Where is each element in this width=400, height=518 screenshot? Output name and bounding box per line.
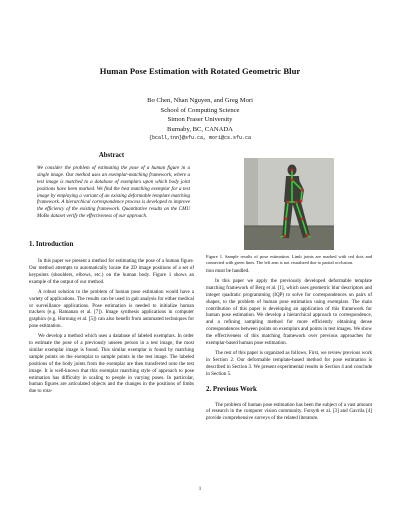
intro-paragraph-5: The rest of this paper is organized as follows. First, we review previous work in Section 2. Our deformable template-based method for pose estimation is described in Section 3. We present experimental results in Section 4 and conclude in Section 5. [206,349,372,377]
page-number: 1 [198,487,202,492]
left-column [29,153,194,395]
intro-paragraph-1: In this paper we present a method for estimating the pose of a human figure. Our method attempts to automatically locate the 2D image positions of a set of keypoints (shoulders, elbows, etc.) on the human body. Figure 1 shows an example of the output of our method. [29,258,194,285]
abstract-text: We consider the problem of estimating the pose of a human figure in a single image. Our method uses an exemplar-matching framework, where a test image is matched to a database of exemplars upon which body joint positions have been marked. We find the best matching exemplar for a test image by employing a variant of an existing deformable template matching framework. A hierarchical correspondence process is developed to improve the efficiency of the existing framework. Quantitative results on the CMU MoBo dataset verify the effectiveness of our approach. [37,164,190,220]
paper-title: Human Pose Estimation with Rotated Geometric Blur [99,66,301,76]
affiliation-line-3: Burnaby, BC, CANADA [167,125,233,133]
section-heading-previous-work: 2. Previous Work [206,385,257,393]
right-column [206,268,372,422]
abstract-heading: Abstract [98,152,125,159]
intro-paragraph-3-continued: tion must be handled. [206,268,250,274]
author-names: Bo Chen, Nhan Nguyen, and Greg Mori [147,97,253,104]
affiliation-line-2: Simon Fraser University [167,116,233,124]
figure-1-image [206,158,371,250]
affiliation-line-1: School of Computing Science [160,106,240,114]
figure-1 [206,158,371,250]
section-heading-introduction: 1. Introduction [29,241,74,249]
previous-work-paragraph-1: The problem of human pose estimation has been the subject of a vast amount of research in the computer vision community. Forsyth et al. [3] and Gavrila [4] provide comprehensive surveys of the related literature. [206,401,372,422]
author-block [0,96,400,144]
figure-1-caption: Figure 1. Sample results of pose estimation. Limb joints are marked with red dots and connected with green lines. The left arm is not visualized due to partial occlusion. [206,254,372,266]
author-emails: {bcall,tnn}@sfu.ca, mori@cs.sfu.ca [148,135,252,142]
intro-paragraph-2: A robust solution to the problem of human pose estimation would have a variety of applications. The results can be used in gait analysis for either medical or surveillance applications. Pose estimation is needed to initialize human trackers (e.g. Ramanan et al. [7]). Image synthesis applications in computer graphics (e.g. Hornung et al. [5]) can also benefit from automated techniques for pose estimation. [29,288,194,330]
intro-paragraph-4: In this paper we apply the previously developed deformable template matching framework of Berg et al. [1], which uses geometric blur descriptors and integer quadratic programming (IQP) to solve for correspondences on pairs of shapes, to the problem of human pose estimation using exemplars. The main contribution of this paper is developing an application of this framework for human pose estimation. We develop a hierarchical approach to correspondence, and a refining sampling method for more efficiently obtaining dense correspondences between points on exemplars and points in test images. We show the effectiveness of this matching framework over previous approaches for exemplar-based human pose estimation. [206,277,372,347]
intro-paragraph-3: We develop a method which uses a database of labeled exemplars. In order to estimate the pose of a previously unseen person in a test image, the most similar exemplar image is found. This similar exemplar is found by matching sample points on the exemplar to sample points in the test image. The labeled positions of the body joints from the exemplar are then transferred onto the test image. It is well-known that this exemplar matching style of approach to pose estimation has difficulty in scaling to people in varying poses. In particular, human figures are articulated objects and the changes in the positions of limbs due to rota- [29,333,194,395]
